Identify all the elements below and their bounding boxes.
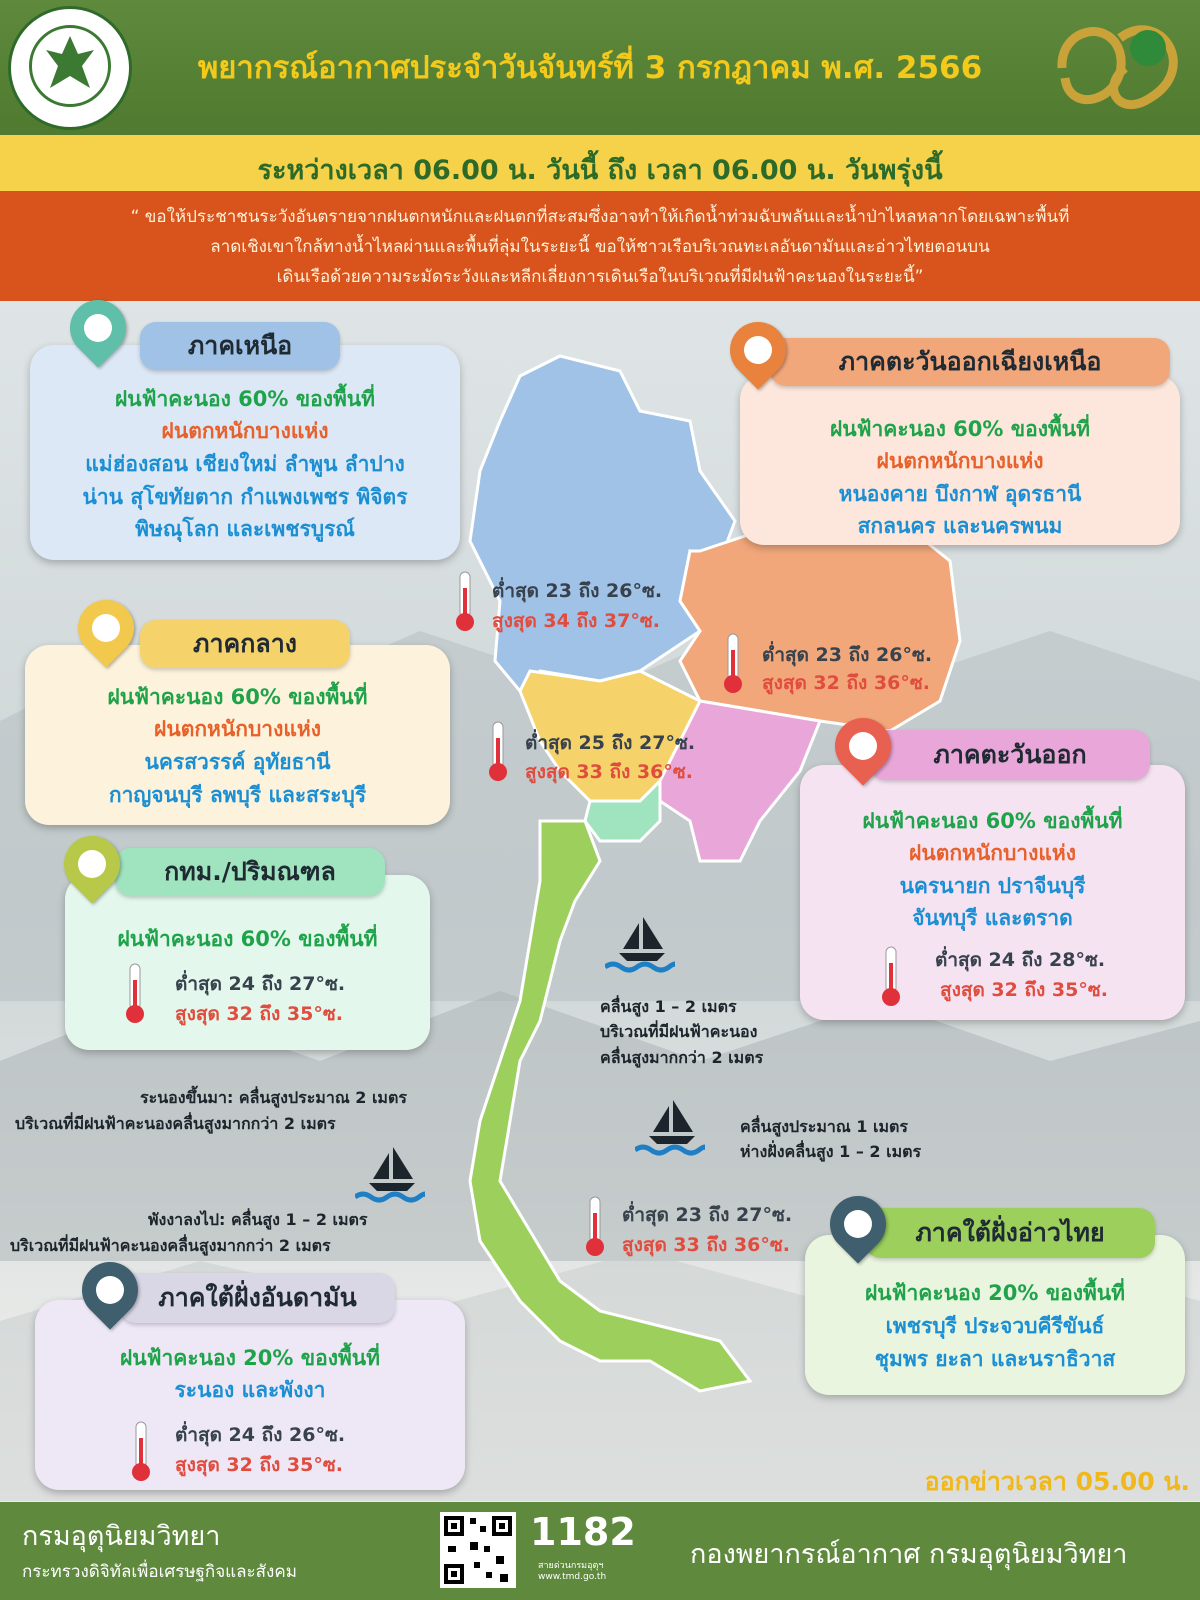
south-west-title: ภาคใต้ฝั่งอันดามัน [120,1273,395,1323]
bangkok-card [65,875,430,1050]
sailboat-icon [635,1098,705,1158]
warning-line-2: ลาดเชิงเขาใกล้ทางน้ำไหลผ่านและพื้นที่ลุ่มในระยะนี้ ขอให้ชาวเรือบริเวณทะเลอันดามันและอ่าวไทยตอนบน [210,237,990,257]
central-title: ภาคกลาง [140,620,350,668]
gulf-lower-wave-1: คลื่นสูงประมาณ 1 เมตร [740,1117,909,1136]
north-areas-3: พิษณุโลก และเพชรบูรณ์ [135,517,355,541]
north-heavy: ฝนตกหนักบางแห่ง [161,419,329,443]
central-areas-2: กาญจนบุรี ลพบุรี และสระบุรี [108,783,367,807]
anniversary-logo [1050,8,1190,130]
north-rain: ฝนฟ้าคะนอง 60% ของพื้นที่ [114,387,376,411]
northeast-tmin: ต่ำสุด 23 ถึง 26°ซ. [762,644,933,666]
garuda-emblem-icon [29,25,111,107]
south-west-areas-1: ระนอง และพังงา [174,1378,326,1402]
gulf-upper-wave-3: คลื่นสูงมากกว่า 2 เมตร [600,1048,764,1067]
bangkok-rain: ฝนฟ้าคะนอง 60% ของพื้นที่ [117,927,378,951]
thermometer-icon [128,1420,154,1484]
northeast-heavy: ฝนตกหนักบางแห่ง [876,449,1044,473]
north-tmax: สูงสุด 34 ถึง 37°ซ. [492,610,660,632]
north-tmin: ต่ำสุด 23 ถึง 26°ซ. [492,580,663,602]
gulf-lower-wave-2: ห่างฝั่งคลื่นสูง 1 – 2 เมตร [740,1142,922,1161]
south-west-tmin: ต่ำสุด 24 ถึง 26°ซ. [175,1424,346,1446]
sailboat-icon [355,1145,425,1205]
bangkok-title: กทม./ปริมณฑล [115,848,385,896]
bangkok-tmin: ต่ำสุด 24 ถึง 27°ซ. [175,973,346,995]
gulf-upper-wave-2: บริเวณที่มีฝนฟ้าคะนอง [600,1022,758,1041]
east-tmin: ต่ำสุด 24 ถึง 28°ซ. [935,949,1106,971]
hotline-label: สายด่วนกรมอุตุฯ [538,1561,604,1571]
bangkok-tmax: สูงสุด 32 ถึง 35°ซ. [175,1003,343,1025]
time-range-text: ระหว่างเวลา 06.00 น. วันนี้ ถึง เวลา 06.00 น. วันพรุ่งนี้ [257,155,943,186]
south-east-areas-2: ชุมพร ยะลา และนราธิวาส [874,1347,1116,1371]
ministry-logo [8,6,132,130]
region-northeast-shape [680,521,960,731]
central-card [25,645,450,825]
east-tmax: สูงสุด 32 ถึง 35°ซ. [940,979,1108,1001]
andaman-lower-wave-1: พังงาลงไป: คลื่นสูง 1 – 2 เมตร [148,1210,368,1229]
east-rain: ฝนฟ้าคะนอง 60% ของพื้นที่ [862,809,1123,833]
north-card [30,345,460,560]
footer-dept-name: กรมอุตุนิยมวิทยา [22,1521,221,1552]
northeast-areas-1: หนองคาย บึงกาฬ อุดรธานี [838,482,1082,506]
time-range-bar [0,135,1200,191]
footer-division: กองพยากรณ์อากาศ กรมอุตุนิยมวิทยา [690,1539,1128,1570]
south-west-rain: ฝนฟ้าคะนอง 20% ของพื้นที่ [119,1346,381,1370]
thermometer-icon [122,962,148,1026]
sailboat-icon [605,915,675,975]
south-east-rain: ฝนฟ้าคะนอง 20% ของพื้นที่ [864,1281,1126,1305]
thermometer-icon [485,720,511,784]
central-tmax: สูงสุด 33 ถึง 36°ซ. [525,761,693,783]
footer [0,1502,1200,1600]
gulf-upper-wave-1: คลื่นสูง 1 – 2 เมตร [600,997,737,1016]
hotline-number: 1182 [530,1510,636,1554]
central-heavy: ฝนตกหนักบางแห่ง [154,717,321,741]
warning-banner [0,191,1200,301]
issued-time: ออกข่าวเวลา 05.00 น. [924,1467,1190,1496]
qr-code-icon[interactable] [440,1512,516,1588]
page-title: พยากรณ์อากาศประจำวันจันทร์ที่ 3 กรกฎาคม พ.ศ. 2566 [197,50,983,86]
andaman-lower-wave-2: บริเวณที่มีฝนฟ้าคะนองคลื่นสูงมากกว่า 2 เมตร [10,1236,331,1255]
footer-ministry: กระทรวงดิจิทัลเพื่อเศรษฐกิจและสังคม [22,1562,297,1582]
east-title: ภาคตะวันออก [870,730,1150,780]
website-label[interactable]: www.tmd.go.th [538,1572,607,1582]
south-west-card [35,1300,465,1490]
northeast-card [740,375,1180,545]
warning-line-3: เดินเรือด้วยความระมัดระวังและหลีกเลี่ยงการเดินเรือในบริเวณที่มีฝนฟ้าคะนองในระยะนี้” [276,267,924,287]
header-bar [0,0,1200,135]
north-title: ภาคเหนือ [140,322,340,370]
south-east-areas-1: เพชรบุรี ประจวบคีรีขันธ์ [885,1314,1105,1338]
north-areas-2: น่าน สุโขทัยตาก กำแพงเพชร พิจิตร [82,485,408,509]
east-card [800,765,1185,1020]
thermometer-icon [720,632,746,696]
south-east-tmax: สูงสุด 33 ถึง 36°ซ. [622,1234,790,1256]
central-areas-1: นครสวรรค์ อุทัยธานี [144,750,331,774]
central-tmin: ต่ำสุด 25 ถึง 27°ซ. [525,732,696,754]
northeast-title: ภาคตะวันออกเฉียงเหนือ [770,338,1170,386]
south-east-title: ภาคใต้ฝั่งอ่าวไทย [865,1208,1155,1258]
andaman-upper-wave-1: ระนองขึ้นมา: คลื่นสูงประมาณ 2 เมตร [140,1088,407,1107]
north-areas-1: แม่ฮ่องสอน เชียงใหม่ ลำพูน ลำปาง [85,452,405,476]
northeast-tmax: สูงสุด 32 ถึง 36°ซ. [762,672,930,694]
northeast-areas-2: สกลนคร และนครพนม [857,514,1063,538]
south-west-tmax: สูงสุด 32 ถึง 35°ซ. [175,1454,343,1476]
east-heavy: ฝนตกหนักบางแห่ง [909,841,1076,865]
east-areas-1: นครนายก ปราจีนบุรี [899,874,1086,898]
andaman-upper-wave-2: บริเวณที่มีฝนฟ้าคะนองคลื่นสูงมากกว่า 2 เมตร [15,1114,336,1133]
central-rain: ฝนฟ้าคะนอง 60% ของพื้นที่ [107,685,368,709]
thermometer-icon [582,1195,608,1259]
east-areas-2: จันทบุรี และตราด [912,906,1073,930]
northeast-rain: ฝนฟ้าคะนอง 60% ของพื้นที่ [829,417,1091,441]
south-east-tmin: ต่ำสุด 23 ถึง 27°ซ. [622,1204,793,1226]
thermometer-icon [878,945,904,1009]
warning-line-1: “ ขอให้ประชาชนระวังอันตรายจากฝนตกหนักและฝนตกที่สะสมซึ่งอาจทำให้เกิดน้ำท่วมฉับพลันและน้ำป่าไหลหลากโดยเฉพาะพื้นที่ [130,207,1070,227]
thermometer-icon [452,570,478,634]
